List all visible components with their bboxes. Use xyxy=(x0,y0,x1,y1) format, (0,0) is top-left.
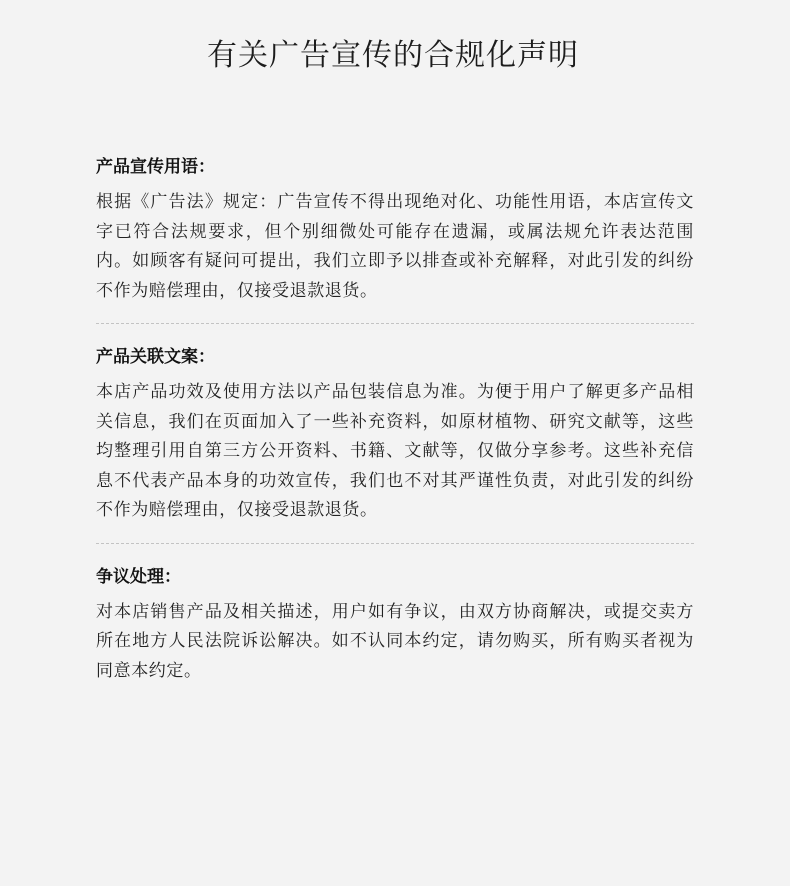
section-promotional-wording xyxy=(96,152,694,306)
section-body: 对本店销售产品及相关描述，用户如有争议，由双方协商解决，或提交卖方所在地方人民法院诉讼解决。如不认同本约定，请勿购买，所有购买者视为同意本约定。 xyxy=(96,601,694,681)
section-body: 本店产品功效及使用方法以产品包装信息为准。为便于用户了解更多产品相关信息，我们在页面加入了一些补充资料，如原材植物、研究文献等，这些均整理引用自第三方公开资料、书籍、文献等，仅做分享参考。这些补充信息不代表产品本身的功效宣传，我们也不对其严谨性负责，对此引发的纠纷不作为赔偿理由，仅接受退款退货。 xyxy=(96,382,694,520)
section-heading: 产品宣传用语： xyxy=(96,157,215,177)
dashed-divider xyxy=(96,543,694,544)
section-heading: 争议处理： xyxy=(96,566,181,587)
section-body: 根据《广告法》规定：广告宣传不得出现绝对化、功能性用语，本店宣传文字已符合法规要求，但个别细微处可能存在遗漏，或属法规允许表达范围内。如顾客有疑问可提出，我们立即予以排查或补充解释，对此引发的纠纷不作为赔偿理由，仅接受退款退货。 xyxy=(96,192,694,301)
section-dispute-resolution xyxy=(96,562,694,687)
section-heading: 产品关联文案： xyxy=(96,347,215,367)
dashed-divider xyxy=(96,323,694,324)
page-title: 有关广告宣传的合规化声明 xyxy=(207,38,579,73)
section-related-copy xyxy=(96,342,694,526)
